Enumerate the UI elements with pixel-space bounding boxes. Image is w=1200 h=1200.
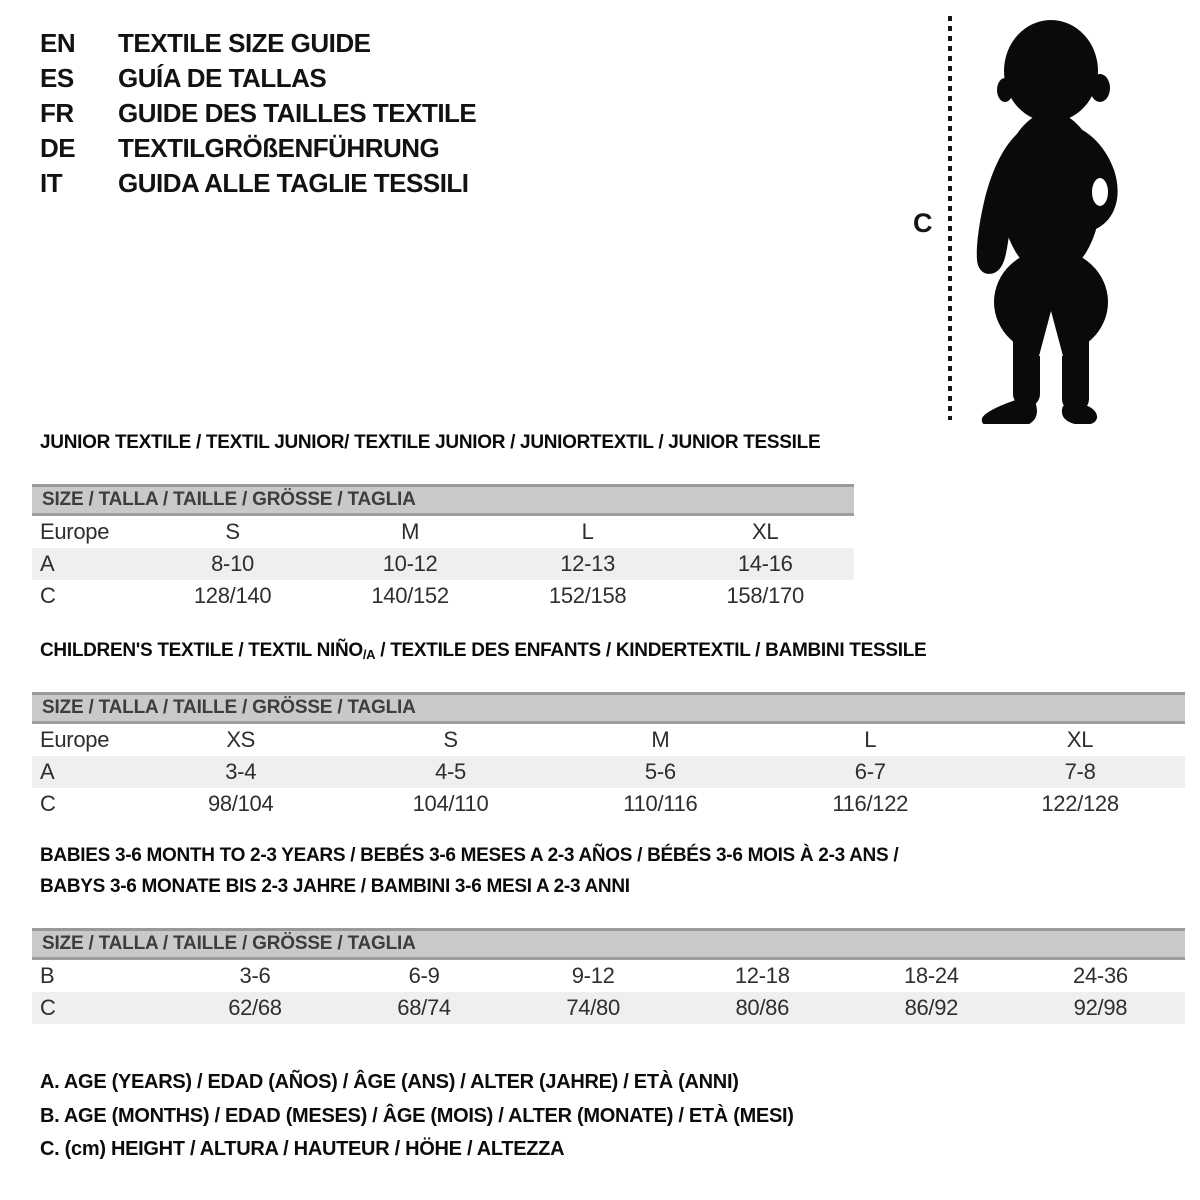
- size-cell: 68/74: [340, 992, 509, 1024]
- babies-title-line2: BABYS 3-6 MONATE BIS 2-3 JAHRE / BAMBINI 3-6 MESI A 2-3 ANNI: [40, 876, 630, 897]
- size-cell: 10-12: [321, 548, 499, 580]
- size-cell: 4-5: [346, 756, 556, 788]
- babies-section: [32, 840, 1185, 1024]
- size-cell: 140/152: [371, 583, 449, 608]
- language-code: EN: [40, 28, 76, 58]
- size-cell: 152/158: [548, 583, 627, 608]
- language-label: TEXTILGRÖßENFÜHRUNG: [118, 133, 440, 163]
- size-cell: 12-13: [499, 548, 677, 580]
- size-cell: 74/80: [509, 992, 678, 1024]
- table-row: [32, 580, 854, 612]
- row-label: C: [32, 992, 170, 1024]
- size-cell: 98/104: [207, 791, 274, 816]
- language-code: DE: [40, 133, 76, 163]
- row-label: A: [32, 548, 144, 580]
- size-cell: 110/116: [623, 791, 698, 816]
- language-row-it: [40, 166, 476, 201]
- table-row: [32, 788, 1185, 820]
- language-row-fr: [40, 96, 476, 131]
- language-label: GUIDA ALLE TAGLIE TESSILI: [118, 168, 469, 198]
- height-dashed-line: [948, 16, 952, 420]
- size-cell: 3-6: [239, 963, 271, 988]
- size-header-label: SIZE / TALLA / TAILLE / GRÖSSE / TAGLIA: [42, 489, 416, 510]
- size-header-label: SIZE / TALLA / TAILLE / GRÖSSE / TAGLIA: [42, 933, 416, 954]
- language-row-de: [40, 131, 476, 166]
- title-subscript: /A: [362, 647, 376, 662]
- toddler-silhouette-icon: [963, 14, 1141, 424]
- table-row: [32, 992, 1185, 1024]
- size-cell: 6-9: [408, 963, 440, 988]
- size-cell: 6-7: [765, 756, 975, 788]
- size-cell: S: [443, 727, 458, 752]
- children-size-header-band: [32, 692, 1185, 724]
- size-cell: XL: [752, 519, 779, 544]
- junior-table: [32, 516, 854, 612]
- row-label: C: [40, 791, 56, 816]
- children-section-title: [40, 640, 1185, 666]
- babies-section-title: [40, 840, 1185, 902]
- language-row-en: [40, 26, 476, 61]
- size-cell: XS: [226, 727, 256, 752]
- size-header-label: SIZE / TALLA / TAILLE / GRÖSSE / TAGLIA: [42, 697, 416, 718]
- table-row: [32, 548, 854, 580]
- height-figure: [905, 12, 1155, 426]
- size-cell: 7-8: [975, 756, 1185, 788]
- language-row-es: [40, 61, 476, 96]
- row-label: C: [40, 583, 56, 608]
- size-cell: 18-24: [903, 963, 959, 988]
- size-cell: 122/128: [1041, 791, 1119, 816]
- size-cell: 5-6: [555, 756, 765, 788]
- table-row: [32, 724, 1185, 756]
- language-label: GUÍA DE TALLAS: [118, 63, 327, 93]
- size-cell: 62/68: [170, 992, 339, 1024]
- title-text: / TEXTILE DES ENFANTS / KINDERTEXTIL / BAMBINI TESSILE: [375, 640, 927, 661]
- babies-size-header-band: [32, 928, 1185, 960]
- junior-size-header-band: [32, 484, 854, 516]
- language-label: TEXTILE SIZE GUIDE: [118, 28, 371, 58]
- language-title-list: [40, 26, 476, 201]
- table-row: [32, 756, 1185, 788]
- size-cell: XL: [1066, 727, 1094, 752]
- table-row: [32, 960, 1185, 992]
- language-code: FR: [40, 98, 74, 128]
- row-label: B: [40, 963, 55, 988]
- size-cell: 92/98: [1016, 992, 1185, 1024]
- children-section: [32, 640, 1185, 820]
- size-cell: S: [225, 519, 240, 544]
- size-cell: 86/92: [847, 992, 1016, 1024]
- size-cell: 8-10: [144, 548, 322, 580]
- babies-table: [32, 960, 1185, 1024]
- children-table: [32, 724, 1185, 820]
- size-cell: 3-4: [136, 756, 346, 788]
- legend-line-a: A. AGE (YEARS) / EDAD (AÑOS) / ÂGE (ANS) / ALTER (JAHRE) / ETÀ (ANNI): [40, 1071, 739, 1093]
- size-cell: 9-12: [571, 963, 615, 988]
- size-cell: 128/140: [193, 583, 272, 608]
- row-label: Europe: [40, 519, 110, 544]
- size-cell: 158/170: [726, 583, 804, 608]
- language-code: IT: [40, 168, 63, 198]
- junior-section: [32, 432, 854, 612]
- title-text: CHILDREN'S TEXTILE / TEXTIL NIÑO: [40, 640, 363, 661]
- row-label: Europe: [40, 727, 110, 752]
- legend-line-c: C. (cm) HEIGHT / ALTURA / HAUTEUR / HÖHE / ALTEZZA: [40, 1138, 565, 1160]
- size-cell: 116/122: [832, 791, 909, 816]
- language-code: ES: [40, 63, 74, 93]
- legend: [40, 1066, 794, 1167]
- size-cell: 24-36: [1073, 963, 1128, 988]
- size-cell: 104/110: [412, 791, 489, 816]
- language-label: GUIDE DES TAILLES TEXTILE: [118, 98, 477, 128]
- height-measure-label: C: [913, 208, 933, 238]
- babies-title-line1: BABIES 3-6 MONTH TO 2-3 YEARS / BEBÉS 3-6 MESES A 2-3 AÑOS / BÉBÉS 3-6 MOIS À 2-3 ANS /: [40, 845, 899, 866]
- size-cell: M: [401, 519, 420, 544]
- size-cell: L: [864, 727, 877, 752]
- table-row: [32, 516, 854, 548]
- row-label: A: [32, 756, 136, 788]
- junior-section-title: JUNIOR TEXTILE / TEXTIL JUNIOR/ TEXTILE JUNIOR / JUNIORTEXTIL / JUNIOR TESSILE: [40, 432, 821, 453]
- size-cell: L: [581, 519, 594, 544]
- size-cell: M: [651, 727, 670, 752]
- size-cell: 12-18: [734, 963, 790, 988]
- size-cell: 14-16: [676, 548, 854, 580]
- legend-line-b: B. AGE (MONTHS) / EDAD (MESES) / ÂGE (MOIS) / ALTER (MONATE) / ETÀ (MESI): [40, 1104, 794, 1127]
- size-cell: 80/86: [678, 992, 847, 1024]
